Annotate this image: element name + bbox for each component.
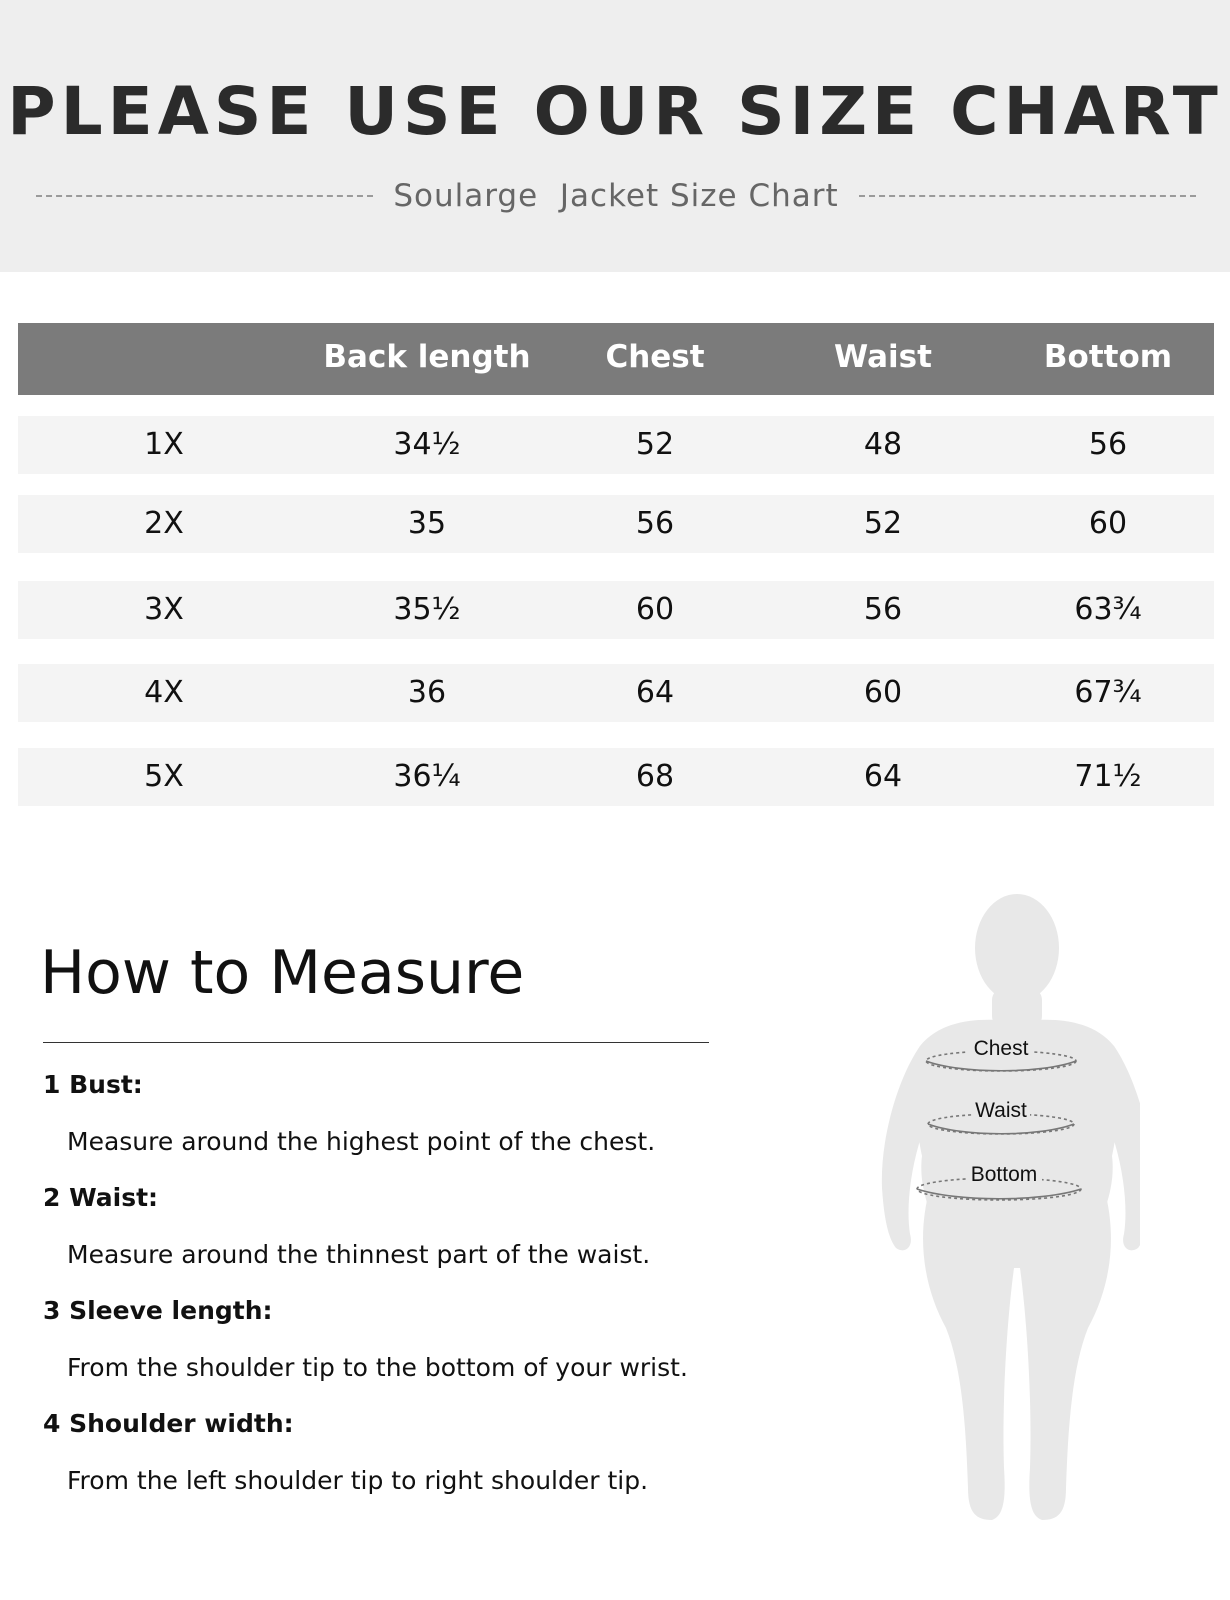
size-cell: 1X [144,427,184,462]
size-cell: 4X [144,675,184,710]
section-divider [43,1042,709,1043]
waist-cell: 52 [863,506,903,541]
back-length-cell: 36¼ [393,759,461,794]
back-length-cell: 34½ [393,427,461,462]
step-text-sleeve-length: From the shoulder tip to the bottom of your wrist. [67,1353,688,1382]
waist-label: Waist [975,1099,1027,1122]
dashed-divider-left [36,195,373,197]
step-text-shoulder-width: From the left shoulder tip to right shoulder tip. [67,1466,649,1495]
table-row [18,495,1214,553]
bottom-cell: 67¾ [1074,675,1142,710]
step-text-bust: Measure around the highest point of the chest. [67,1127,656,1156]
silhouette-icon [882,894,1140,1520]
chest-cell: 60 [635,592,675,627]
chest-label: Chest [973,1037,1029,1060]
header-banner [0,0,1230,272]
dashed-divider-right [859,195,1196,197]
size-cell: 3X [144,592,184,627]
back-length-cell: 35½ [393,592,461,627]
back-length-cell: 36 [407,675,447,710]
header-cell-waist: Waist [834,339,932,375]
table-row [18,664,1214,722]
step-heading-shoulder-width: 4 Shoulder width: [43,1409,294,1438]
step-heading-bust: 1 Bust: [43,1070,143,1099]
bottom-cell: 60 [1088,506,1128,541]
table-row [18,416,1214,474]
how-to-measure-title: How to Measure [40,938,525,1008]
size-cell: 5X [144,759,184,794]
chest-cell: 68 [635,759,675,794]
step-text-waist: Measure around the thinnest part of the waist. [67,1240,651,1269]
bottom-cell: 56 [1088,427,1128,462]
step-heading-sleeve-length: 3 Sleeve length: [43,1296,273,1325]
size-cell: 2X [144,506,184,541]
bottom-cell: 71½ [1074,759,1142,794]
waist-cell: 56 [863,592,903,627]
table-row [18,748,1214,806]
waist-cell: 60 [863,675,903,710]
chest-cell: 56 [635,506,675,541]
chest-cell: 64 [635,675,675,710]
subtitle: Soularge Jacket Size Chart [393,178,839,214]
chest-cell: 52 [635,427,675,462]
bottom-label: Bottom [970,1163,1038,1186]
size-table-header [18,323,1214,395]
subtitle-row [36,172,1196,220]
header-cell-chest: Chest [605,339,705,375]
table-row [18,581,1214,639]
waist-cell: 64 [863,759,903,794]
header-cell-bottom: Bottom [1043,339,1173,375]
bottom-cell: 63¾ [1074,592,1142,627]
step-heading-waist: 2 Waist: [43,1183,159,1212]
back-length-cell: 35 [407,506,447,541]
header-cell-back-length: Back length [323,339,531,375]
body-silhouette-figure [880,888,1140,1550]
page-title: PLEASE USE OUR SIZE CHART [7,73,1223,150]
waist-cell: 48 [863,427,903,462]
header-cell-size [84,323,244,395]
